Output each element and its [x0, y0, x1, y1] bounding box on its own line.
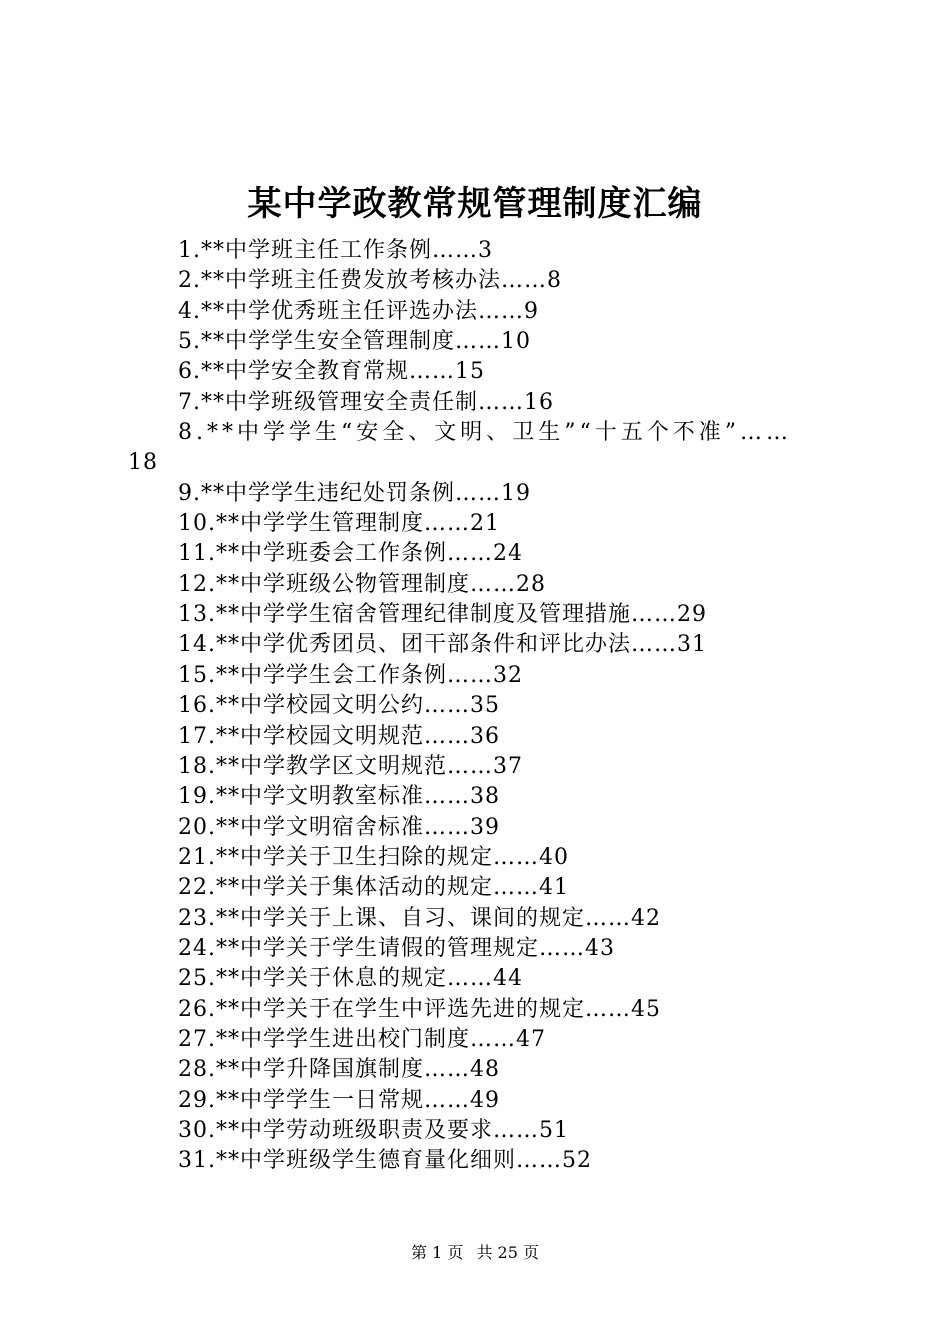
toc-item: 6.**中学安全教育常规……15	[178, 359, 485, 385]
toc-item: 26.**中学关于在学生中评选先进的规定……45	[178, 996, 661, 1022]
toc-item: 29.**中学学生一日常规……49	[178, 1087, 500, 1113]
toc-item: 12.**中学班级公物管理制度……28	[178, 571, 546, 597]
toc-item: 20.**中学文明宿舍标准……39	[178, 814, 500, 840]
toc-item: 18.**中学教学区文明规范……37	[178, 753, 523, 779]
toc-item: 5.**中学学生安全管理制度……10	[178, 329, 531, 355]
toc-item: 23.**中学关于上课、自习、课间的规定……42	[178, 905, 661, 931]
toc-item: 22.**中学关于集体活动的规定……41	[178, 875, 569, 901]
toc-item-page-number: 18	[128, 450, 158, 476]
toc-item: 27.**中学学生进出校门制度……47	[178, 1026, 546, 1052]
toc-item: 24.**中学关于学生请假的管理规定……43	[178, 935, 615, 961]
toc-item: 9.**中学学生违纪处罚条例……19	[178, 480, 531, 506]
toc-item: 16.**中学校园文明公约……35	[178, 693, 500, 719]
toc-item: 10.**中学学生管理制度……21	[178, 511, 500, 537]
toc-item: 13.**中学学生宿舍管理纪律制度及管理措施……29	[178, 602, 707, 628]
toc-item-text: 8.**中学学生“安全、文明、卫生”“十五个不准”……	[178, 420, 792, 446]
page-number: 第 1 页	[411, 1243, 464, 1262]
toc-item: 21.**中学关于卫生扫除的规定……40	[178, 844, 569, 870]
toc-item: 31.**中学班级学生德育量化细则……52	[178, 1148, 592, 1174]
toc-item: 15.**中学学生会工作条例……32	[178, 662, 523, 688]
table-of-contents	[0, 236, 950, 1177]
page-footer	[0, 1241, 950, 1265]
toc-item: 14.**中学优秀团员、团干部条件和评比办法……31	[178, 632, 707, 658]
toc-item: 17.**中学校园文明规范……36	[178, 723, 500, 749]
toc-item: 30.**中学劳动班级职责及要求……51	[178, 1117, 569, 1143]
toc-item: 7.**中学班级管理安全责任制……16	[178, 389, 554, 415]
page-total: 共 25 页	[476, 1243, 539, 1262]
toc-item: 11.**中学班委会工作条例……24	[178, 541, 523, 567]
toc-item-wrapped	[0, 418, 950, 479]
toc-item: 4.**中学优秀班主任评选办法……9	[178, 298, 539, 324]
toc-item: 25.**中学关于休息的规定……44	[178, 966, 523, 992]
toc-item: 19.**中学文明教室标准……38	[178, 784, 500, 810]
toc-item: 1.**中学班主任工作条例……3	[178, 238, 493, 263]
document-title: 某中学政教常规管理制度汇编	[247, 184, 703, 224]
toc-item: 2.**中学班主任费发放考核办法……8	[178, 268, 562, 294]
toc-item: 28.**中学升降国旗制度……48	[178, 1057, 500, 1083]
